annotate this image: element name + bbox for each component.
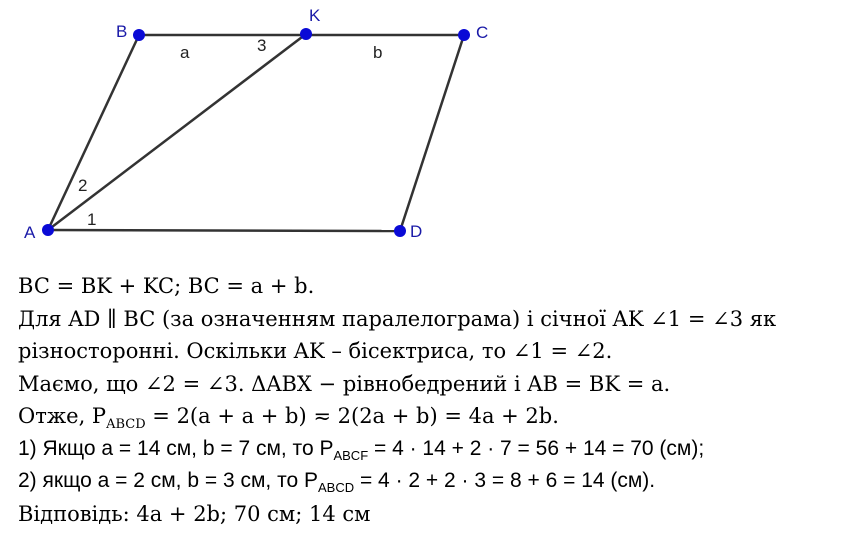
angle-label-2: 2	[78, 176, 88, 195]
perimeter-subscript: ABCD	[106, 417, 146, 432]
case2-subscript: ABCD	[318, 480, 355, 495]
solution-answer: Відповідь: 4a + 2b; 70 см; 14 см	[18, 501, 371, 526]
case2-calculation: = 4 · 2 + 2 · 3 = 8 + 6 = 14 (см).	[354, 469, 656, 492]
point-d	[394, 225, 406, 237]
label-c: C	[476, 23, 489, 42]
point-a	[42, 224, 54, 236]
solution-line-7	[18, 465, 847, 498]
solution-line-6	[18, 433, 847, 466]
perimeter-prefix: Отже, P	[18, 404, 107, 428]
label-k: K	[309, 6, 321, 25]
solution-line-2: Для AD ∥ BC (за означенням паралелограма) і січної AK ∠1 = ∠3 як	[18, 306, 777, 331]
side-ab	[48, 35, 139, 230]
label-d: D	[410, 222, 423, 241]
side-cd	[400, 35, 464, 231]
case1-prefix: 1) Якщо a = 14 см, b = 7 см, то P	[18, 436, 334, 460]
point-b	[133, 29, 145, 41]
solution-line-3: різносторонні. Оскільки AK – бісектриса, то ∠1 = ∠2.	[18, 339, 613, 363]
label-b: B	[116, 22, 128, 41]
case1-subscript: ABCF	[333, 447, 369, 463]
case2-prefix: 2) якщо a = 2 см, b = 3 см, то P	[18, 469, 318, 492]
solution-text	[18, 270, 847, 530]
point-k	[300, 28, 312, 40]
parallelogram-diagram	[0, 0, 847, 260]
angle-label-3: 3	[257, 36, 267, 55]
case1-calculation: = 4 · 14 + 2 · 7 = 56 + 14 = 70 (см);	[368, 436, 705, 460]
solution-line-5	[18, 400, 847, 433]
point-c	[458, 29, 470, 41]
angle-label-1: 1	[87, 210, 97, 229]
segment-label-b: b	[373, 43, 383, 62]
segment-label-a: a	[180, 43, 190, 62]
side-ad	[48, 230, 400, 231]
label-a: A	[24, 223, 36, 242]
perimeter-formula: = 2(a + a + b) ≂ 2(2a + b) = 4a + 2b.	[145, 404, 559, 428]
solution-line-1: BC = BK + KC; BC = a + b.	[18, 274, 315, 298]
solution-line-4: Маємо, що ∠2 = ∠3. ΔABX − рівнобедрений і AB = BK = a.	[18, 371, 671, 396]
bisector-ak	[48, 34, 306, 230]
